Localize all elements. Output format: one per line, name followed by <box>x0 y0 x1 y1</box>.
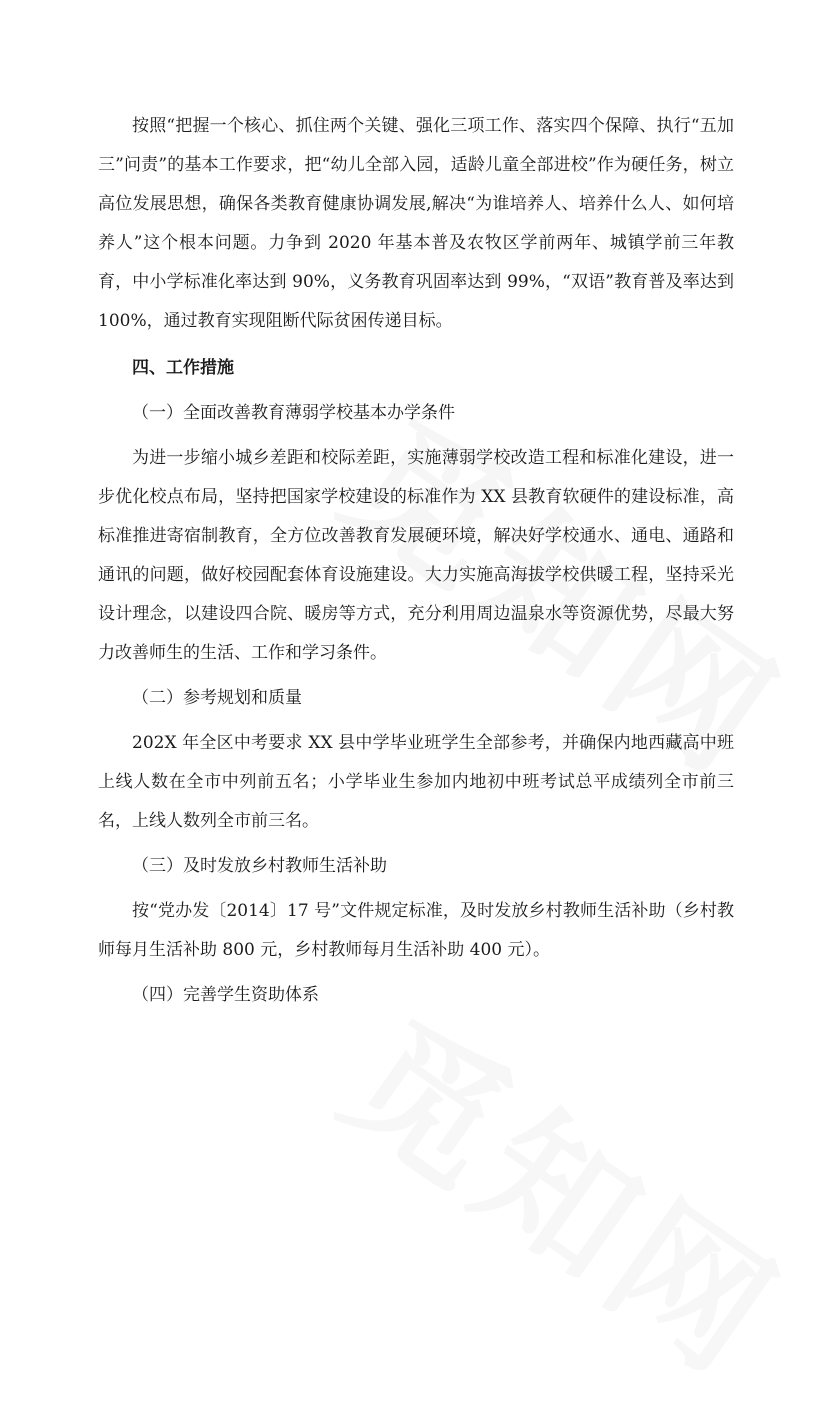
subheading-4: （四）完善学生资助体系 <box>132 985 319 1005</box>
subheading-2: （二）参考规划和质量 <box>132 688 302 708</box>
document-body <box>98 107 734 1015</box>
paragraph-goals: 按照“把握一个核心、抓住两个关键、强化三项工作、落实四个保障、执行“五加三”问责”的基本工作要求，把“幼儿全部入园，适龄儿童全部进校”作为硬任务，树立高位发展思想，确保各类教育健康协调发展,解决“为谁培养人、培养什么人、如何培养人”这个根本问题。力争到 2020 年基本普及农牧区学前两年、城镇学前三年教育，中小学标准化率达到 90%，义务教育巩固率达到 99%，“双语”教育普及率达到 100%，通过教育实现阻断代际贫困传递目标。 <box>98 116 734 331</box>
paragraph-school-conditions: 为进一步缩小城乡差距和校际差距，实施薄弱学校改造工程和标准化建设，进一步优化校点布局，坚持把国家学校建设的标准作为 XX 县教育软硬件的建设标准，高标准推进寄宿制教育，全方位改善教育发展硬环境，解决好学校通水、通电、通路和通讯的问题，做好校园配套体育设施建设。大力实施高海拔学校供暖工程，坚持采光设计理念，以建设四合院、暖房等方式，充分利用周边温泉水等资源优势，尽最大努力改善师生的生活、工作和学习条件。 <box>98 448 734 663</box>
subheading-3: （三）及时发放乡村教师生活补助 <box>132 856 387 876</box>
paragraph-exam-quality: 202X 年全区中考要求 XX 县中学毕业班学生全部参考，并确保内地西藏高中班上线人数在全市中列前五名；小学毕业生参加内地初中班考试总平成绩列全市前三名，上线人数列全市前三名。 <box>98 733 734 831</box>
watermark-lower <box>311 962 828 1414</box>
heading-work-measures: 四、工作措施 <box>132 358 234 378</box>
subheading-1: （一）全面改善教育薄弱学校基本办学条件 <box>132 403 455 423</box>
paragraph-teacher-subsidy: 按“党办发〔2014〕17 号”文件规定标准，及时发放乡村教师生活补助（乡村教师每月生活补助 800 元，乡村教师每月生活补助 400 元）。 <box>98 901 734 960</box>
